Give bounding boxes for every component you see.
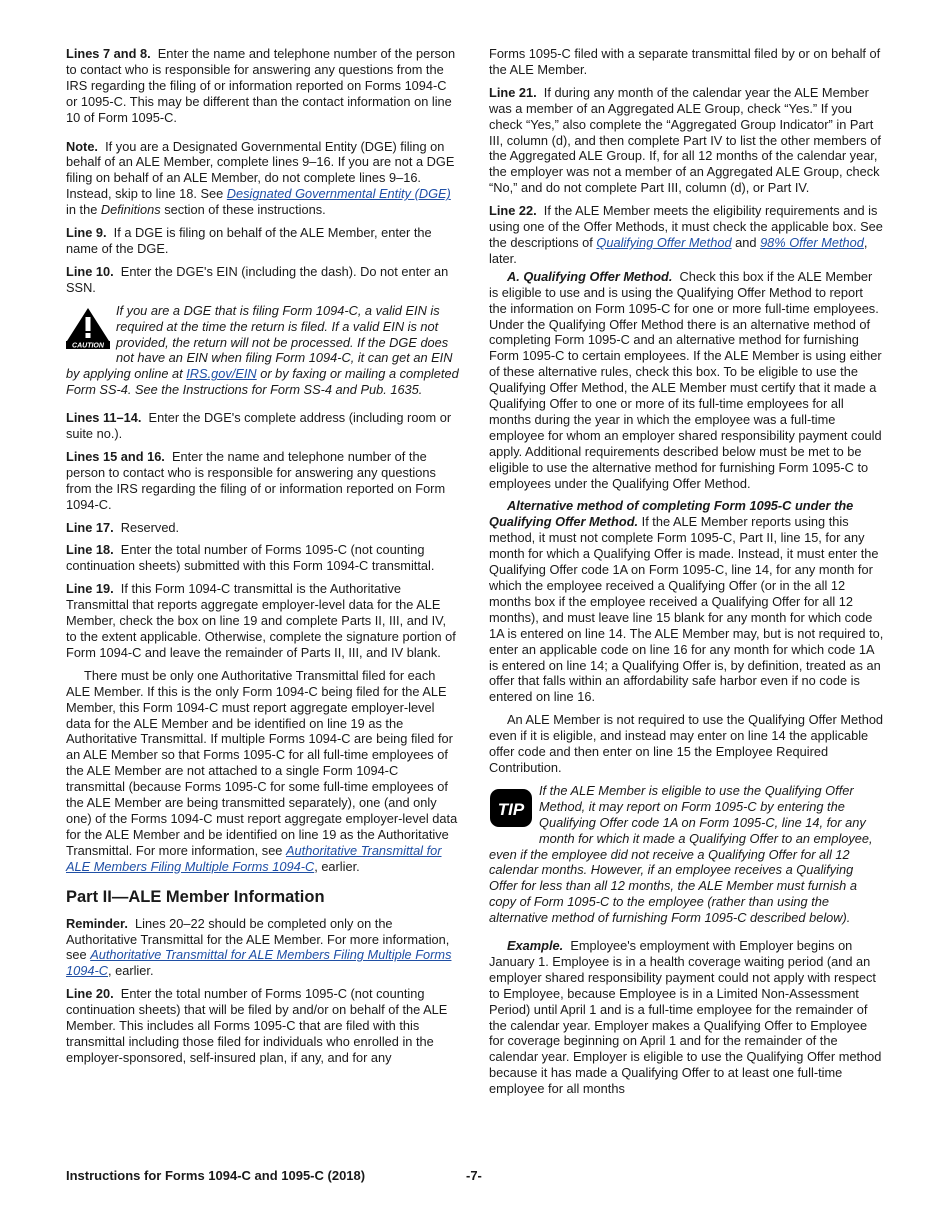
- line-22-and: and: [735, 234, 757, 250]
- line-21-lead: Line 21.: [489, 84, 537, 100]
- line-19-paragraph: [66, 581, 460, 661]
- line-22-paragraph: [489, 203, 884, 267]
- note-italic: Definitions: [100, 202, 161, 218]
- note-lead: Note.: [66, 138, 98, 154]
- line-21-paragraph: [489, 85, 884, 196]
- line-17-paragraph: [66, 520, 460, 536]
- lines-15-16-lead: Lines 15 and 16.: [66, 448, 165, 464]
- lines-11-14-text: Enter the DGE's complete address (including room or suite no.).: [66, 410, 452, 442]
- line-18-paragraph: [66, 542, 460, 574]
- caution-text-a: If you are a DGE that is filing Form 1094-C, a valid EIN is required at the time the return is filed. If a valid EIN is not provided, the return will not be processed. If the DGE does not have an EIN when filing Form 1094-C, it can get an EIN by applying online at: [66, 302, 453, 382]
- caution-label: CAUTION: [72, 342, 104, 349]
- link-qualifying-offer-method[interactable]: Qualifying Offer Method: [596, 234, 732, 250]
- line-20-text: Enter the total number of Forms 1095-C (not counting continuation sheets) that will be filed by and/or on behalf of the ALE Member. This includes all Forms 1095-C that are filed with this transmittal including those filed for individuals who enrolled in the employer-sponsored, self-insured plan, if any, and for any: [66, 986, 448, 1065]
- line-22-text: If the ALE Member meets the eligibility requirements and is using one of the Offer Methods, it must check the applicable box. See the descriptions of: [489, 203, 883, 250]
- line-18-text: Enter the total number of Forms 1095-C (not counting continuation sheets) submitted with this Form 1094-C transmittal.: [66, 542, 435, 574]
- link-authoritative-transmittal-2[interactable]: Authoritative Transmittal for ALE Members Filing Multiple Forms 1094-C: [66, 947, 452, 979]
- line-10-lead: Line 10.: [66, 263, 114, 279]
- link-irs-gov-ein[interactable]: IRS.gov/EIN: [186, 366, 257, 382]
- line-20-paragraph: [66, 986, 460, 1066]
- note-text-b: in the: [66, 202, 98, 218]
- line-9-text: If a DGE is filing on behalf of the ALE Member, enter the name of the DGE.: [66, 225, 432, 256]
- example-paragraph: [489, 938, 884, 1097]
- lines-7-8-text: Enter the name and telephone number of the person to contact who is responsible for answering any questions from the IRS regarding the filing of or information reported on Forms 1094-C or 1095-C. This may be different than the contact information on line 10 of Form 1095-C.: [66, 46, 456, 125]
- line-17-text: Reserved.: [120, 519, 180, 535]
- ale-member-text: An ALE Member is not required to use the Qualifying Offer Method even if it is eligible, and instead may enter on line 14 the applicable offer code and then enter on line 15 the Employee Required Contribution.: [489, 712, 884, 775]
- tip-callout: [489, 783, 884, 926]
- section-heading-part-ii: Part II—ALE Member Information: [66, 887, 325, 906]
- reminder-paragraph: [66, 916, 460, 980]
- link-98-offer-method[interactable]: 98% Offer Method: [760, 234, 864, 250]
- footer-page-number: -7-: [466, 1168, 482, 1183]
- caution-icon: [66, 307, 110, 353]
- lines-7-8-lead: Lines 7 and 8.: [66, 46, 151, 61]
- tip-text: If the ALE Member is eligible to use the Qualifying Offer Method, it may report on Form 1095-C by entering the Qualifying Offer code 1A on Form 1095-C, line 14, for any month for which it made a Qualifying Offer to an employee, even if the employee did not receive a Qualifying Offer for all 12 calendar months. However, if an employee receives a Qualifying Offer for less than all 12 months, the ALE Member must furnish a copy of Form 1095-C to the employee (rather than using the alternative method of furnishing Form 1095-C described below).: [489, 782, 873, 926]
- lines-11-14-lead: Lines 11–14.: [66, 410, 142, 426]
- note-paragraph: [66, 139, 460, 219]
- alternative-method-paragraph: [489, 498, 884, 705]
- footer-document-title: Instructions for Forms 1094-C and 1095-C (2018): [66, 1168, 366, 1183]
- authoritative-end: , earlier.: [314, 858, 360, 874]
- caution-callout: [66, 303, 460, 398]
- continuation-paragraph: [489, 46, 884, 78]
- continuation-text: Forms 1095-C filed with a separate transmittal filed by or on behalf of the ALE Member.: [489, 46, 881, 77]
- line-22-lead: Line 22.: [489, 203, 537, 219]
- line-19-lead: Line 19.: [66, 581, 114, 597]
- link-designated-governmental-entity[interactable]: Designated Governmental Entity (DGE): [226, 186, 451, 202]
- lines-11-14-paragraph: [66, 410, 460, 442]
- reminder-end: , earlier.: [107, 963, 154, 979]
- left-column: [66, 46, 460, 1073]
- line-22-end: , later.: [489, 234, 868, 266]
- link-authoritative-transmittal[interactable]: Authoritative Transmittal for ALE Members Filing Multiple Forms 1094-C: [66, 842, 442, 874]
- example-lead: Example.: [507, 938, 564, 954]
- authoritative-transmittal-paragraph: [66, 668, 460, 875]
- line-10-text: Enter the DGE's EIN (including the dash). Do not enter an SSN.: [66, 263, 449, 295]
- reminder-lead: Reminder.: [66, 915, 128, 931]
- tip-icon: [489, 787, 533, 833]
- lines-15-16-text: Enter the name and telephone number of the person to contact who is responsible for answering any questions from the IRS regarding the filing of or information reported on Form 1094-C.: [66, 448, 446, 512]
- line-20-lead: Line 20.: [66, 986, 114, 1002]
- line-9-paragraph: [66, 225, 460, 257]
- authoritative-text: There must be only one Authoritative Transmittal filed for each ALE Member. If this is the only Form 1094-C being filed for the ALE Member, this Form 1094-C must report aggregate employer-level data for the ALE Member and be identified on line 19 as the Authoritative Transmittal. If multiple Forms 1094-C are being filed for an ALE Member so that Forms 1095-C for all full-time employees of the ALE Member are not attached to a single Form 1094-C transmittal (because Forms 1095-C for some full-time employees of the ALE Member are being transmitted separately), one (and only one) of the Forms 1094-C must report aggregate employer-level data for the ALE Member and be identified on line 19 as the Authoritative Transmittal. For more information, see: [66, 667, 458, 858]
- qualifying-offer-paragraph: [489, 269, 884, 492]
- line-10-paragraph: [66, 264, 460, 296]
- line-9-lead: Line 9.: [66, 225, 107, 241]
- example-text: Employee's employment with Employer begins on January 1. Employee is in a health coverage waiting period (and an employer shared responsibility payment could not apply with respect to Employee, because Employee is in a Limited Non-Assessment Period) until April 1 and is a full-time employee for the remainder of the calendar year. Employer makes a Qualifying Offer to Employee for coverage beginning on April 1 and for the remainder of the calendar year. Employer is eligible to use the Qualifying Offer method because it has made a Qualifying Offer to at least one full-time employee for all months: [489, 938, 882, 1097]
- qualifying-offer-lead: A. Qualifying Offer Method.: [507, 268, 673, 284]
- tip-label: TIP: [497, 799, 525, 819]
- right-column: [489, 46, 884, 1104]
- ale-member-paragraph: [489, 712, 884, 776]
- reminder-text: Lines 20–22 should be completed only on the Authoritative Transmittal for the ALE Member. For more information, see: [66, 915, 450, 963]
- note-text-c: section of these instructions.: [164, 202, 326, 218]
- line-17-lead: Line 17.: [66, 519, 114, 535]
- lines-7-8-paragraph: [66, 46, 460, 126]
- line-21-text: If during any month of the calendar year the ALE Member was a member of an Aggregated ALE Group, check “Yes.” If you check “Yes,” also complete the “Aggregated Group Indicator” in Part III, column (d), and then complete Part IV to list the other members of the Aggregated ALE Group. If, for all 12 months of the calendar year, the employer was not a member of an Aggregated ALE Group, check “No,” and do not complete Part III, column (d), or Part IV.: [489, 84, 881, 196]
- note-text-a: If you are a Designated Governmental Entity (DGE) filing on behalf of an ALE Member, complete lines 9–16. If you are not a DGE filing on behalf of an ALE Member, do not complete lines 9–16. Instead, skip to line 18. See: [66, 138, 455, 202]
- line-18-lead: Line 18.: [66, 542, 114, 558]
- line-19-text: If this Form 1094-C transmittal is the Authoritative Transmittal that reports aggregate employer-level data for the ALE Member, check the box on line 19 and complete Parts II, III, and IV, to the extent applicable. Otherwise, complete the signature portion of Form 1094-C and leave the remainder of Parts II, III, and IV blank.: [66, 581, 456, 660]
- qualifying-offer-text: Check this box if the ALE Member is eligible to use and is using the Qualifying Offer Method to report the information on Form 1095-C for one or more full-time employees. Under the Qualifying Offer Method there is an alternative method of completing Form 1095-C and an alternative method for furnishing Form 1095-C to certain employees. If the ALE Member is using either of these alternative rules, check this box. To be eligible to use the Qualifying Offer Method, the ALE Member must certify that it made a Qualifying Offer to one or more of its full-time employees for all months during the year in which the employee was a full-time employee for whom an employer shared responsibility payment could apply. Additional requirements described below must be met to be eligible to use the alternative method for furnishing Form 1095-C to employees under the Qualifying Offer Method.: [489, 268, 882, 491]
- alternative-method-lead: Alternative method of completing Form 1095-C under the Qualifying Offer Method.: [489, 498, 854, 530]
- alternative-method-text: If the ALE Member reports using this method, it must not complete Form 1095-C, Part II, line 15, for any month for which a Qualifying Offer is made. Instead, it must enter the Qualifying Offer code 1A on Form 1095-C, line 14, for any month for which the employee received a Qualifying Offer (or in the all 12 months box if the employee received a Qualifying Offer for all 12 months), and must leave line 15 blank for any month for which code 1A is entered on line 14. The ALE Member may, but is not required to, enter an applicable code on line 16 for any month for which code 1A is entered on line 14; a Qualifying Offer is, by definition, treated as an offer that falls within an affordability safe harbor even if no code is entered on line 16.: [489, 514, 884, 705]
- caution-text-b: or by faxing or mailing a completed Form SS-4. See the Instructions for Form SS-4 and Pub. 1635.: [66, 366, 459, 398]
- lines-15-16-paragraph: [66, 449, 460, 513]
